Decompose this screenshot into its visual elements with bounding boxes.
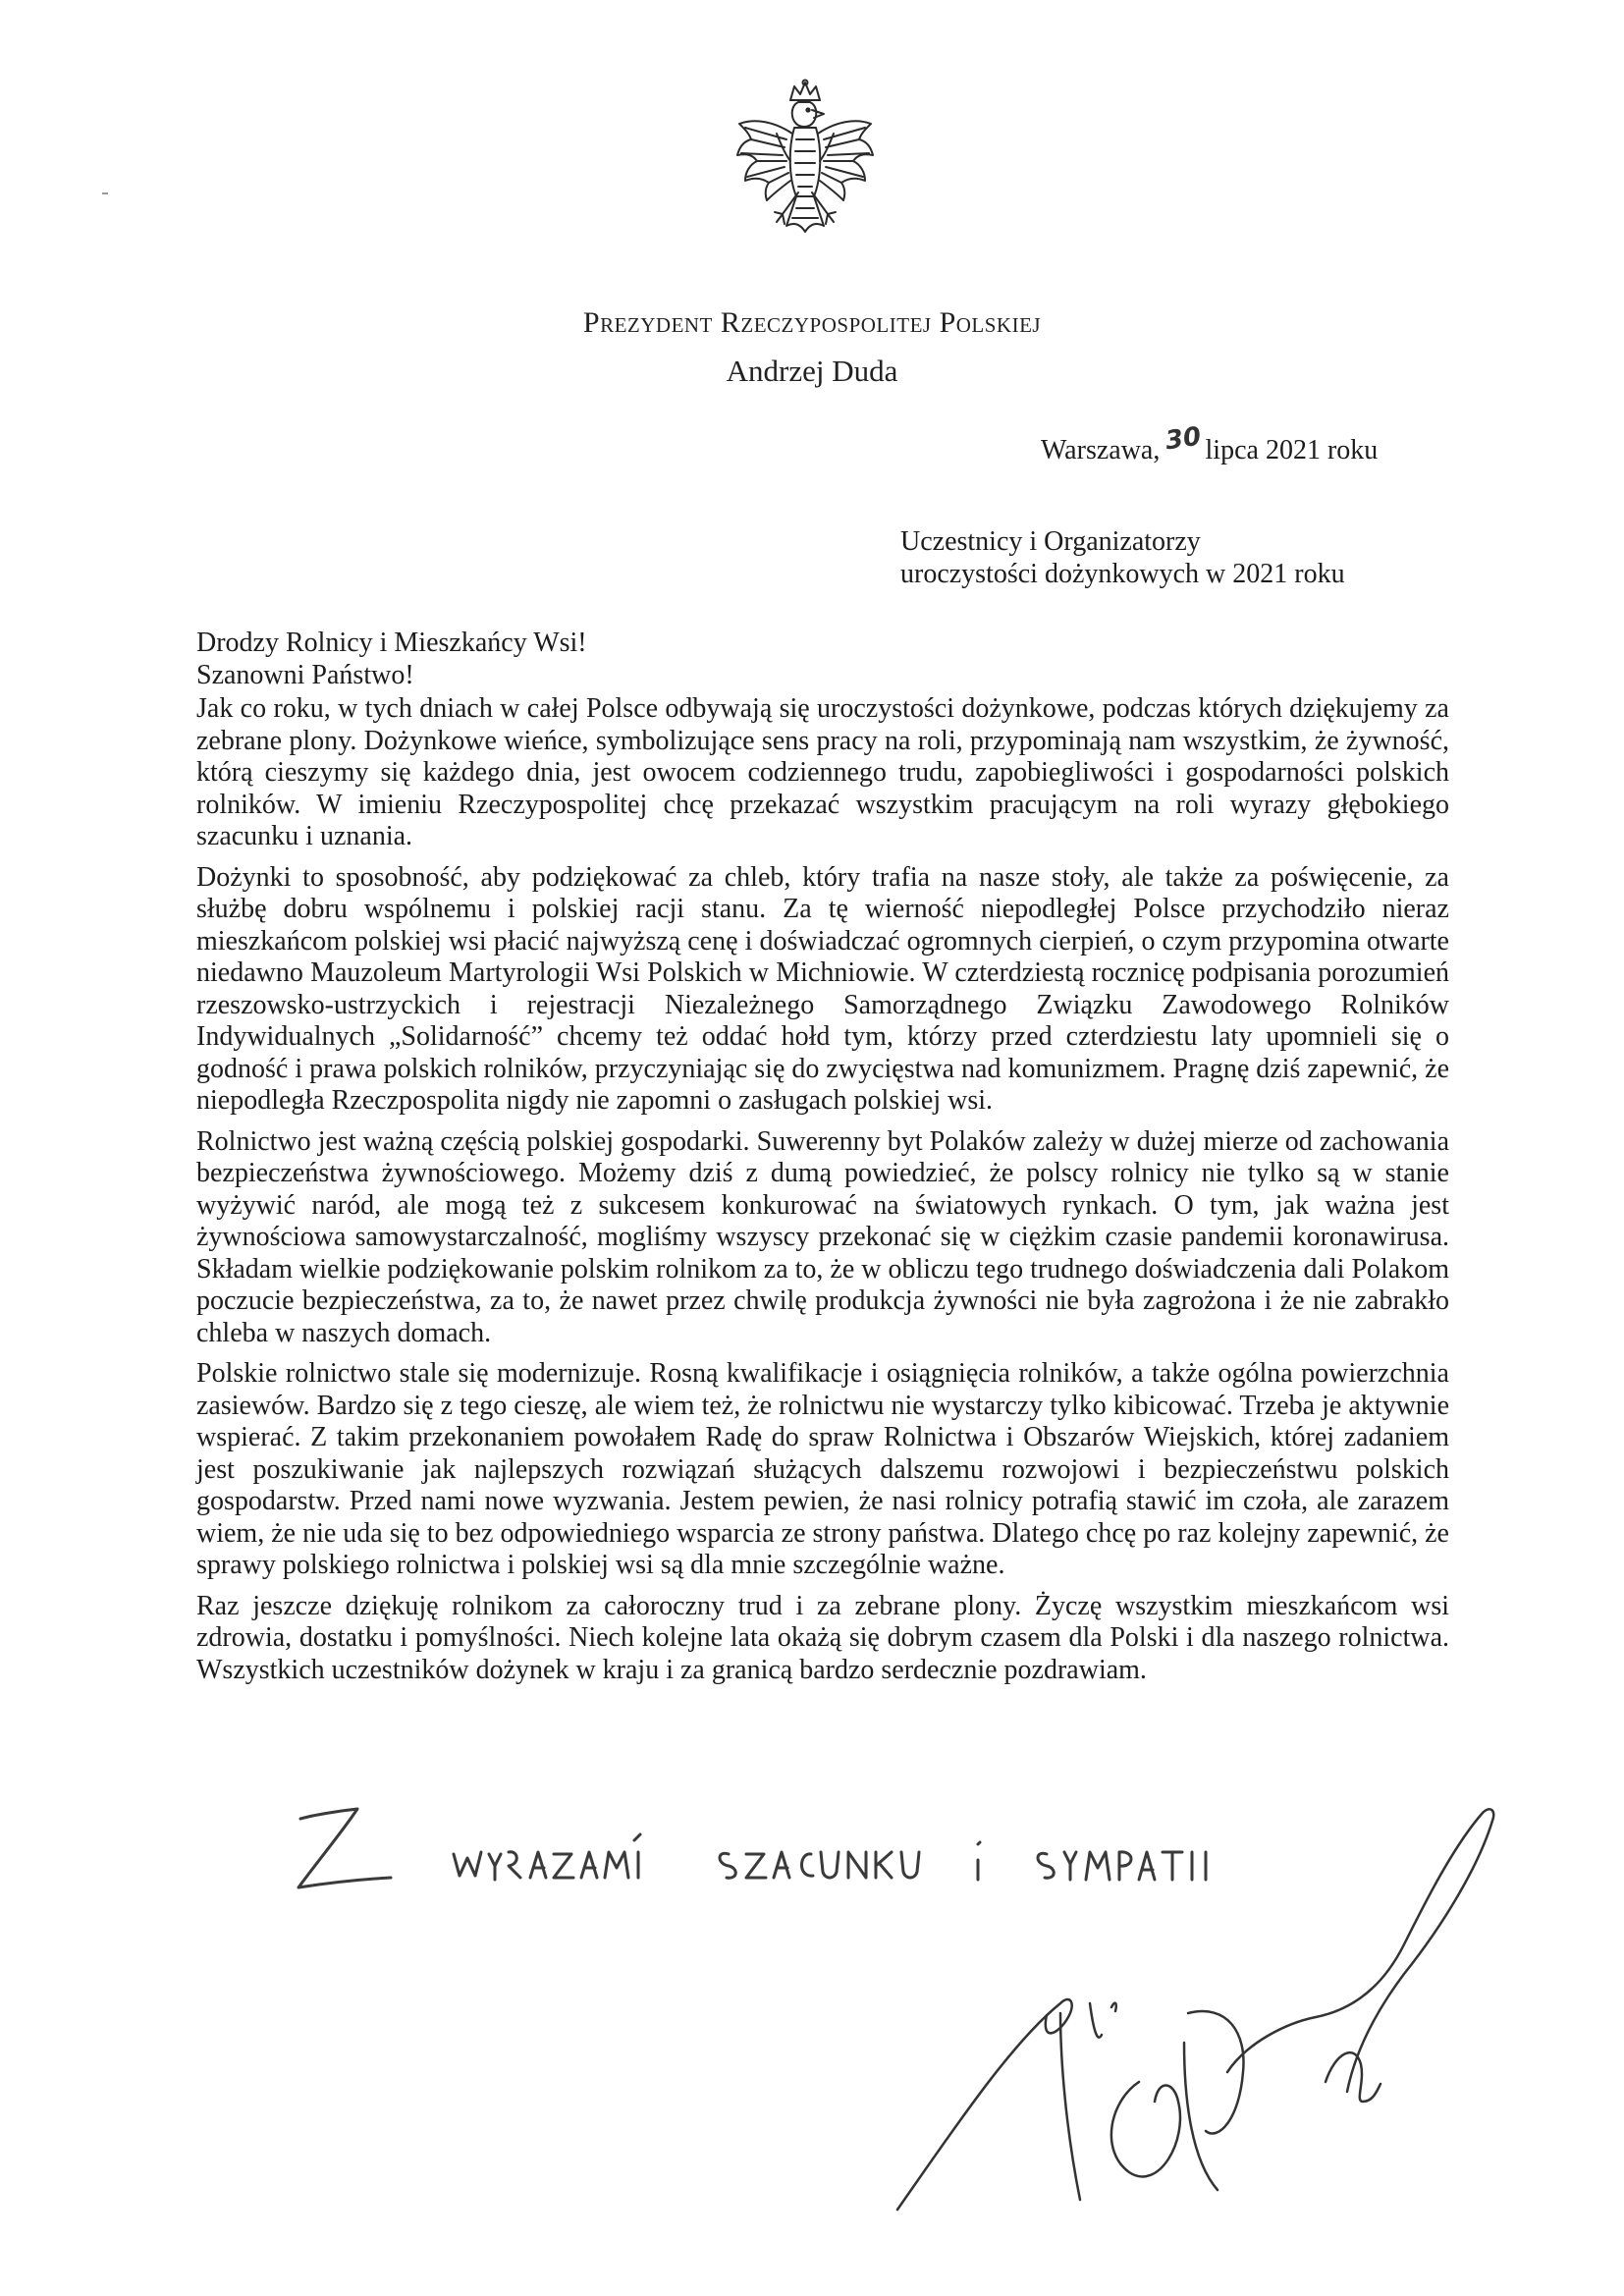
date-place: Warszawa, [1041,435,1161,465]
body-paragraph: Jak co roku, w tych dniach w całej Polsce odbywają się uroczystości dożynkowe, podczas których dziękujemy za zebrane plony. Dożynkowe wieńce, symbolizujące sens pracy na roli, przypominają nam wszystkim, że żywność, którą cieszymy się każdego dnia, jest owocem codziennego trudu, zapobiegliwości i gospodarności polskich rolników. W imieniu Rzeczypospolitej chcę przekazać wszystkim pracującym na roli wyrazy głębokiego szacunku i uznania. [196,693,1449,851]
recipient-line: Uczestnicy i Organizatorzy [900,526,1201,557]
scan-speck [102,192,108,194]
recipient-block [900,525,1345,590]
date-day-handwritten: 30 [1164,421,1204,457]
body-paragraph: Raz jeszcze dziękuję rolnikom za całoroczny trud i za zebrane plony. Życzę wszystkim mieszkańcom wsi zdrowia, dostatku i pomyślności. Niech kolejne lata okażą się dobrym czasem dla Polski i dla naszego rolnictwa. Wszystkich uczestników dożynek w kraju i za granicą bardzo serdecznie pozdrawiam. [196,1590,1449,1685]
sender-name: Andrzej Duda [726,354,898,388]
office-title: Prezydent Rzeczypospolitej Polskiej [582,306,1042,339]
salutation-line: Drodzy Rolnicy i Mieszkańcy Wsi! [196,628,587,658]
handwritten-signature-icon [893,1807,1522,2219]
body-paragraph: Rolnictwo jest ważną częścią polskiej gospodarki. Suwerenny byt Polaków zależy w dużej mierze od zachowania bezpieczeństwa żywnościowego. Możemy dziś z dumą powiedzieć, że polscy rolnicy nie tylko są w stanie wyżywić naród, ale mogą też z sukcesem konkurować na światowych rynkach. O tym, jak ważna jest żywnościowa samowystarczalność, mogliśmy wszyscy przekonać się w ciężkim czasie pandemii koronawirusa. Składam wielkie podziękowanie polskim rolnikom za to, że w obliczu tego trudnego doświadczenia dali Polakom poczucie bezpieczeństwa, za to, że nawet przez chwilę produkcja żywności nie była zagrożona i że nie zabrakło chleba w naszych domach. [196,1125,1450,1348]
salutation [196,627,587,691]
salutation-line: Szanowni Państwo! [196,660,414,690]
letter-body [196,693,1449,1695]
polish-eagle-emblem-icon [731,79,879,260]
date-month-year: lipca 2021 roku [1205,435,1379,465]
body-paragraph: Polskie rolnictwo stale się modernizuje. Rosną kwalifikacje i osiągnięcia rolników, a także ogólna powierzchnia zasiewów. Bardzo się z tego cieszę, ale wiem też, że rolnictwu nie wystarczy tylko kibicować. Trzeba je aktywnie wspierać. Z takim przekonaniem powołałem Radę do spraw Rolnictwa i Obszarów Wiejskich, której zadaniem jest poszukiwanie jak najlepszych rozwiązań służących dalszemu rozwojowi i bezpieczeństwu polskich gospodarstw. Przed nami nowe wyzwania. Jestem pewien, że nasi rolnicy potrafią stawić im czoła, ale zarazem wiem, że nie uda się to bez odpowiedniego wsparcia ze strony państwa. Dlatego chcę po raz kolejny zapewnić, że sprawy polskiego rolnictwa i polskiej wsi są dla mnie szczególnie ważne. [196,1358,1449,1580]
date-line [1041,421,1379,466]
recipient-line: uroczystości dożynkowych w 2021 roku [900,559,1345,589]
body-paragraph: Dożynki to sposobność, aby podziękować za chleb, który trafia na nasze stoły, ale także za poświęcenie, za służbę dobru wspólnemu i polskiej racji stanu. Za tę wierność niepodległej Polsce przychodziło nieraz mieszkańcom polskiej wsi płacić najwyższą cenę i doświadczać ogromnych cierpień, o czym przypomina otwarte niedawno Mauzoleum Martyrologii Wsi Polskich w Michniowie. W czterdziestą rocznicę podpisania porozumień rzeszowsko-ustrzyckich i rejestracji Niezależnego Samorządnego Związku Zawodowego Rolników Indywidualnych „Solidarność” chcemy też oddać hołd tym, którzy przed czterdziestu laty upomnieli się o godność i prawa polskich rolników, przyczyniając się do zwycięstwa nad komunizmem. Pragnę dziś zapewnić, że niepodległa Rzeczpospolita nigdy nie zapomni o zasługach polskiej wsi. [196,861,1449,1116]
